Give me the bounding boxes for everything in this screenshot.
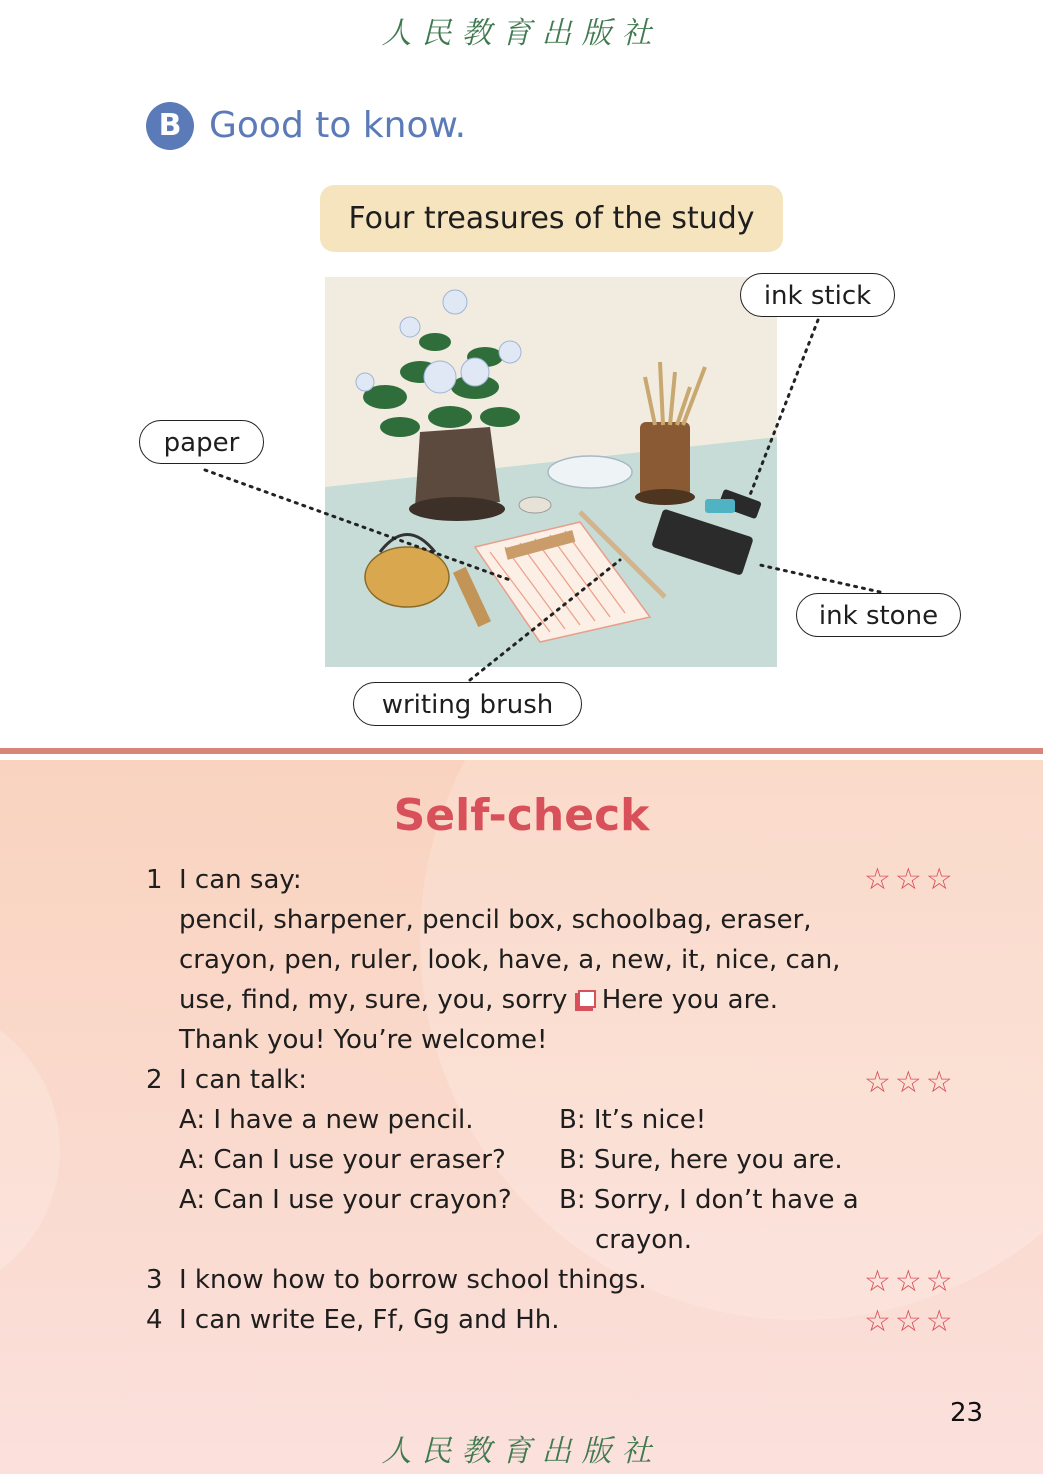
dialogue-b: B: Sorry, I don’t have a — [559, 1185, 859, 1215]
label-paper: paper — [139, 420, 264, 464]
item1-line: crayon, pen, ruler, look, have, a, new, it, nice, can, — [179, 945, 841, 975]
label-ink-stone: ink stone — [796, 593, 961, 637]
item-number: 4 — [146, 1305, 163, 1335]
rating-stars[interactable]: ☆☆☆ — [864, 1304, 957, 1339]
item4-text: I can write Ee, Ff, Gg and Hh. — [179, 1305, 560, 1335]
item1-phrase: Here you are. — [601, 985, 778, 1015]
rating-stars[interactable]: ☆☆☆ — [864, 862, 957, 897]
label-ink-stick: ink stick — [740, 273, 895, 317]
item-number: 1 — [146, 865, 163, 895]
item1-line: Thank you! You’re welcome! — [179, 1025, 548, 1055]
label-writing-brush: writing brush — [353, 682, 582, 726]
topic-title: Four treasures of the study — [320, 185, 783, 252]
item1-line — [179, 980, 778, 1020]
item1-heading: I can say: — [179, 865, 302, 895]
publisher-logo-bottom: 人民教育出版社 — [381, 1434, 662, 1469]
section-badge: B — [146, 102, 194, 150]
item3-text: I know how to borrow school things. — [179, 1265, 647, 1295]
page-number: 23 — [950, 1398, 984, 1428]
dialogue-b: B: It’s nice! — [559, 1105, 707, 1135]
item-number: 3 — [146, 1265, 163, 1295]
self-check-title: Self-check — [393, 790, 650, 841]
dialogue-b: B: Sure, here you are. — [559, 1145, 843, 1175]
section-divider — [0, 748, 1043, 754]
rating-stars[interactable]: ☆☆☆ — [864, 1264, 957, 1299]
item1-line: pencil, sharpener, pencil box, schoolbag, eraser, — [179, 905, 812, 935]
item1-words: use, find, my, sure, you, sorry — [179, 985, 568, 1015]
checkbox-icon — [578, 990, 596, 1008]
dialogue-b-cont: crayon. — [595, 1225, 692, 1255]
dialogue-a: A: I have a new pencil. — [179, 1105, 474, 1135]
panel-decor-circle — [0, 1000, 60, 1300]
section-title: Good to know. — [209, 105, 467, 146]
item2-heading: I can talk: — [179, 1065, 308, 1095]
item-number: 2 — [146, 1065, 163, 1095]
dialogue-a: A: Can I use your eraser? — [179, 1145, 506, 1175]
publisher-logo-top: 人民教育出版社 — [381, 16, 662, 51]
dialogue-a: A: Can I use your crayon? — [179, 1185, 512, 1215]
rating-stars[interactable]: ☆☆☆ — [864, 1065, 957, 1100]
